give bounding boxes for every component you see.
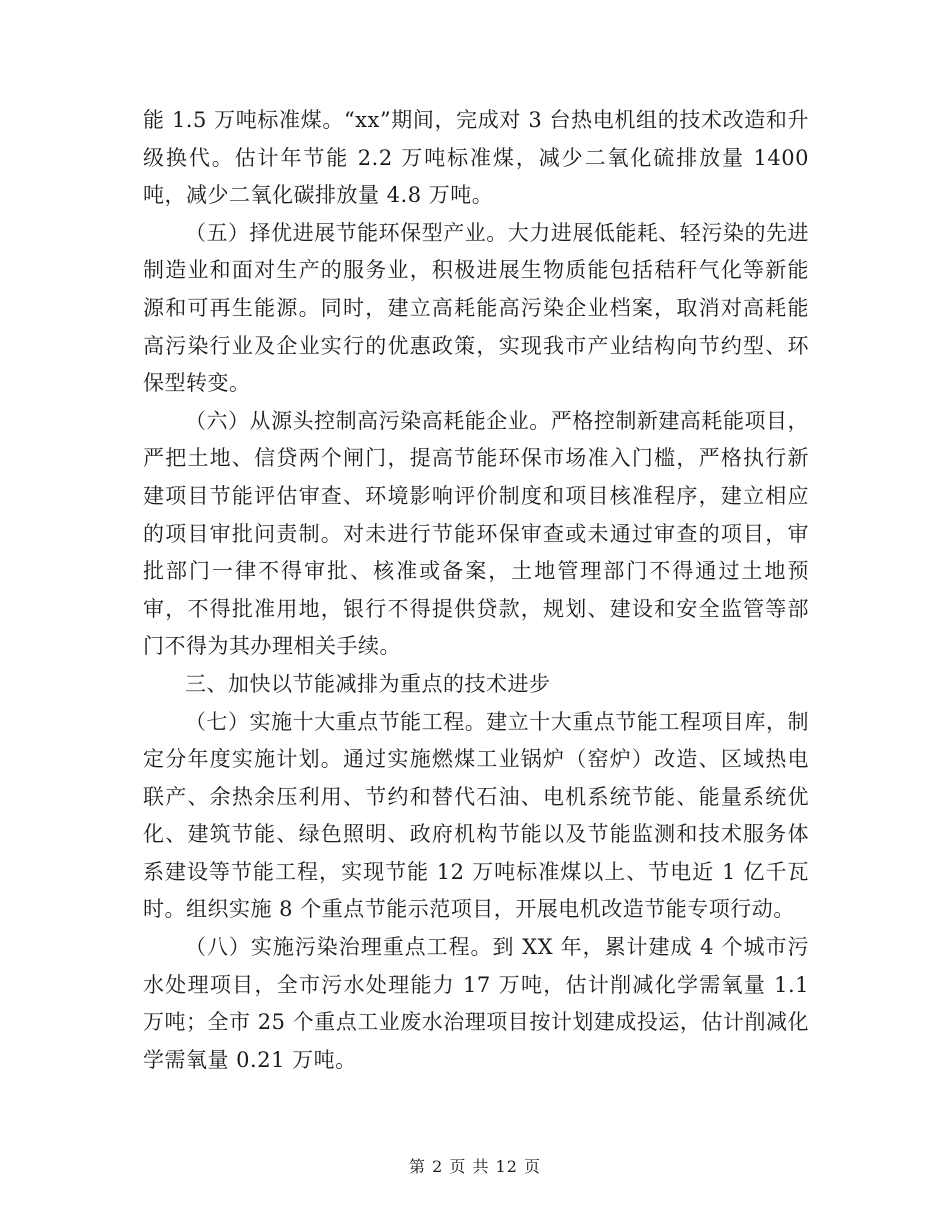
page-footer — [0, 1154, 950, 1177]
paragraph-section-7: （七）实施十大重点节能工程。建立十大重点节能工程项目库，制定分年度实施计划。通过实施燃煤工业锅炉（窑炉）改造、区域热电联产、余热余压利用、节约和替代石油、电机系统节能、能量系统优化、建筑节能、绿色照明、政府机构节能以及节能监测和技术服务体系建设等节能工程，实现节能 12 万吨标准煤以上、节电近 1 亿千瓦时。组织实施 8 个重点节能示范项目，开展电机改造节能专项行动。 — [143, 709, 809, 922]
section-heading-3: 三、加快以节能减排为重点的技术进步 — [185, 671, 551, 696]
document-body — [143, 102, 809, 1079]
page-number: 第 2 页 共 12 页 — [409, 1157, 541, 1176]
paragraph-section-5: （五）择优进展节能环保型产业。大力进展低能耗、轻污染的先进制造业和面对生产的服务业，积极进展生物质能包括秸秆气化等新能源和可再生能源。同时，建立高耗能高污染企业档案，取消对高耗能高污染行业及企业实行的优惠政策，实现我市产业结构向节约型、环保型转变。 — [143, 220, 809, 396]
paragraph-section-8: （八）实施污染治理重点工程。到 XX 年，累计建成 4 个城市污水处理项目，全市污水处理能力 17 万吨，估计削减化学需氧量 1.1 万吨；全市 25 个重点工业废水治理项目按计划建成投运，估计削减化学需氧量 0.21 万吨。 — [143, 935, 809, 1072]
paragraph-continuation: 能 1.5 万吨标准煤。“xx”期间，完成对 3 台热电机组的技术改造和升级换代。估计年节能 2.2 万吨标准煤，减少二氧化硫排放量 1400 吨，减少二氧化碳排放量 4.8 万吨。 — [143, 108, 809, 208]
paragraph-section-6: （六）从源头控制高污染高耗能企业。严格控制新建高耗能项目，严把土地、信贷两个闸门，提高节能环保市场准入门槛，严格执行新建项目节能评估审查、环境影响评价制度和项目核准程序，建立相应的项目审批问责制。对未进行节能环保审查或未通过审查的项目，审批部门一律不得审批、核准或备案，土地管理部门不得通过土地预审，不得批准用地，银行不得提供贷款，规划、建设和安全监管等部门不得为其办理相关手续。 — [143, 408, 809, 659]
